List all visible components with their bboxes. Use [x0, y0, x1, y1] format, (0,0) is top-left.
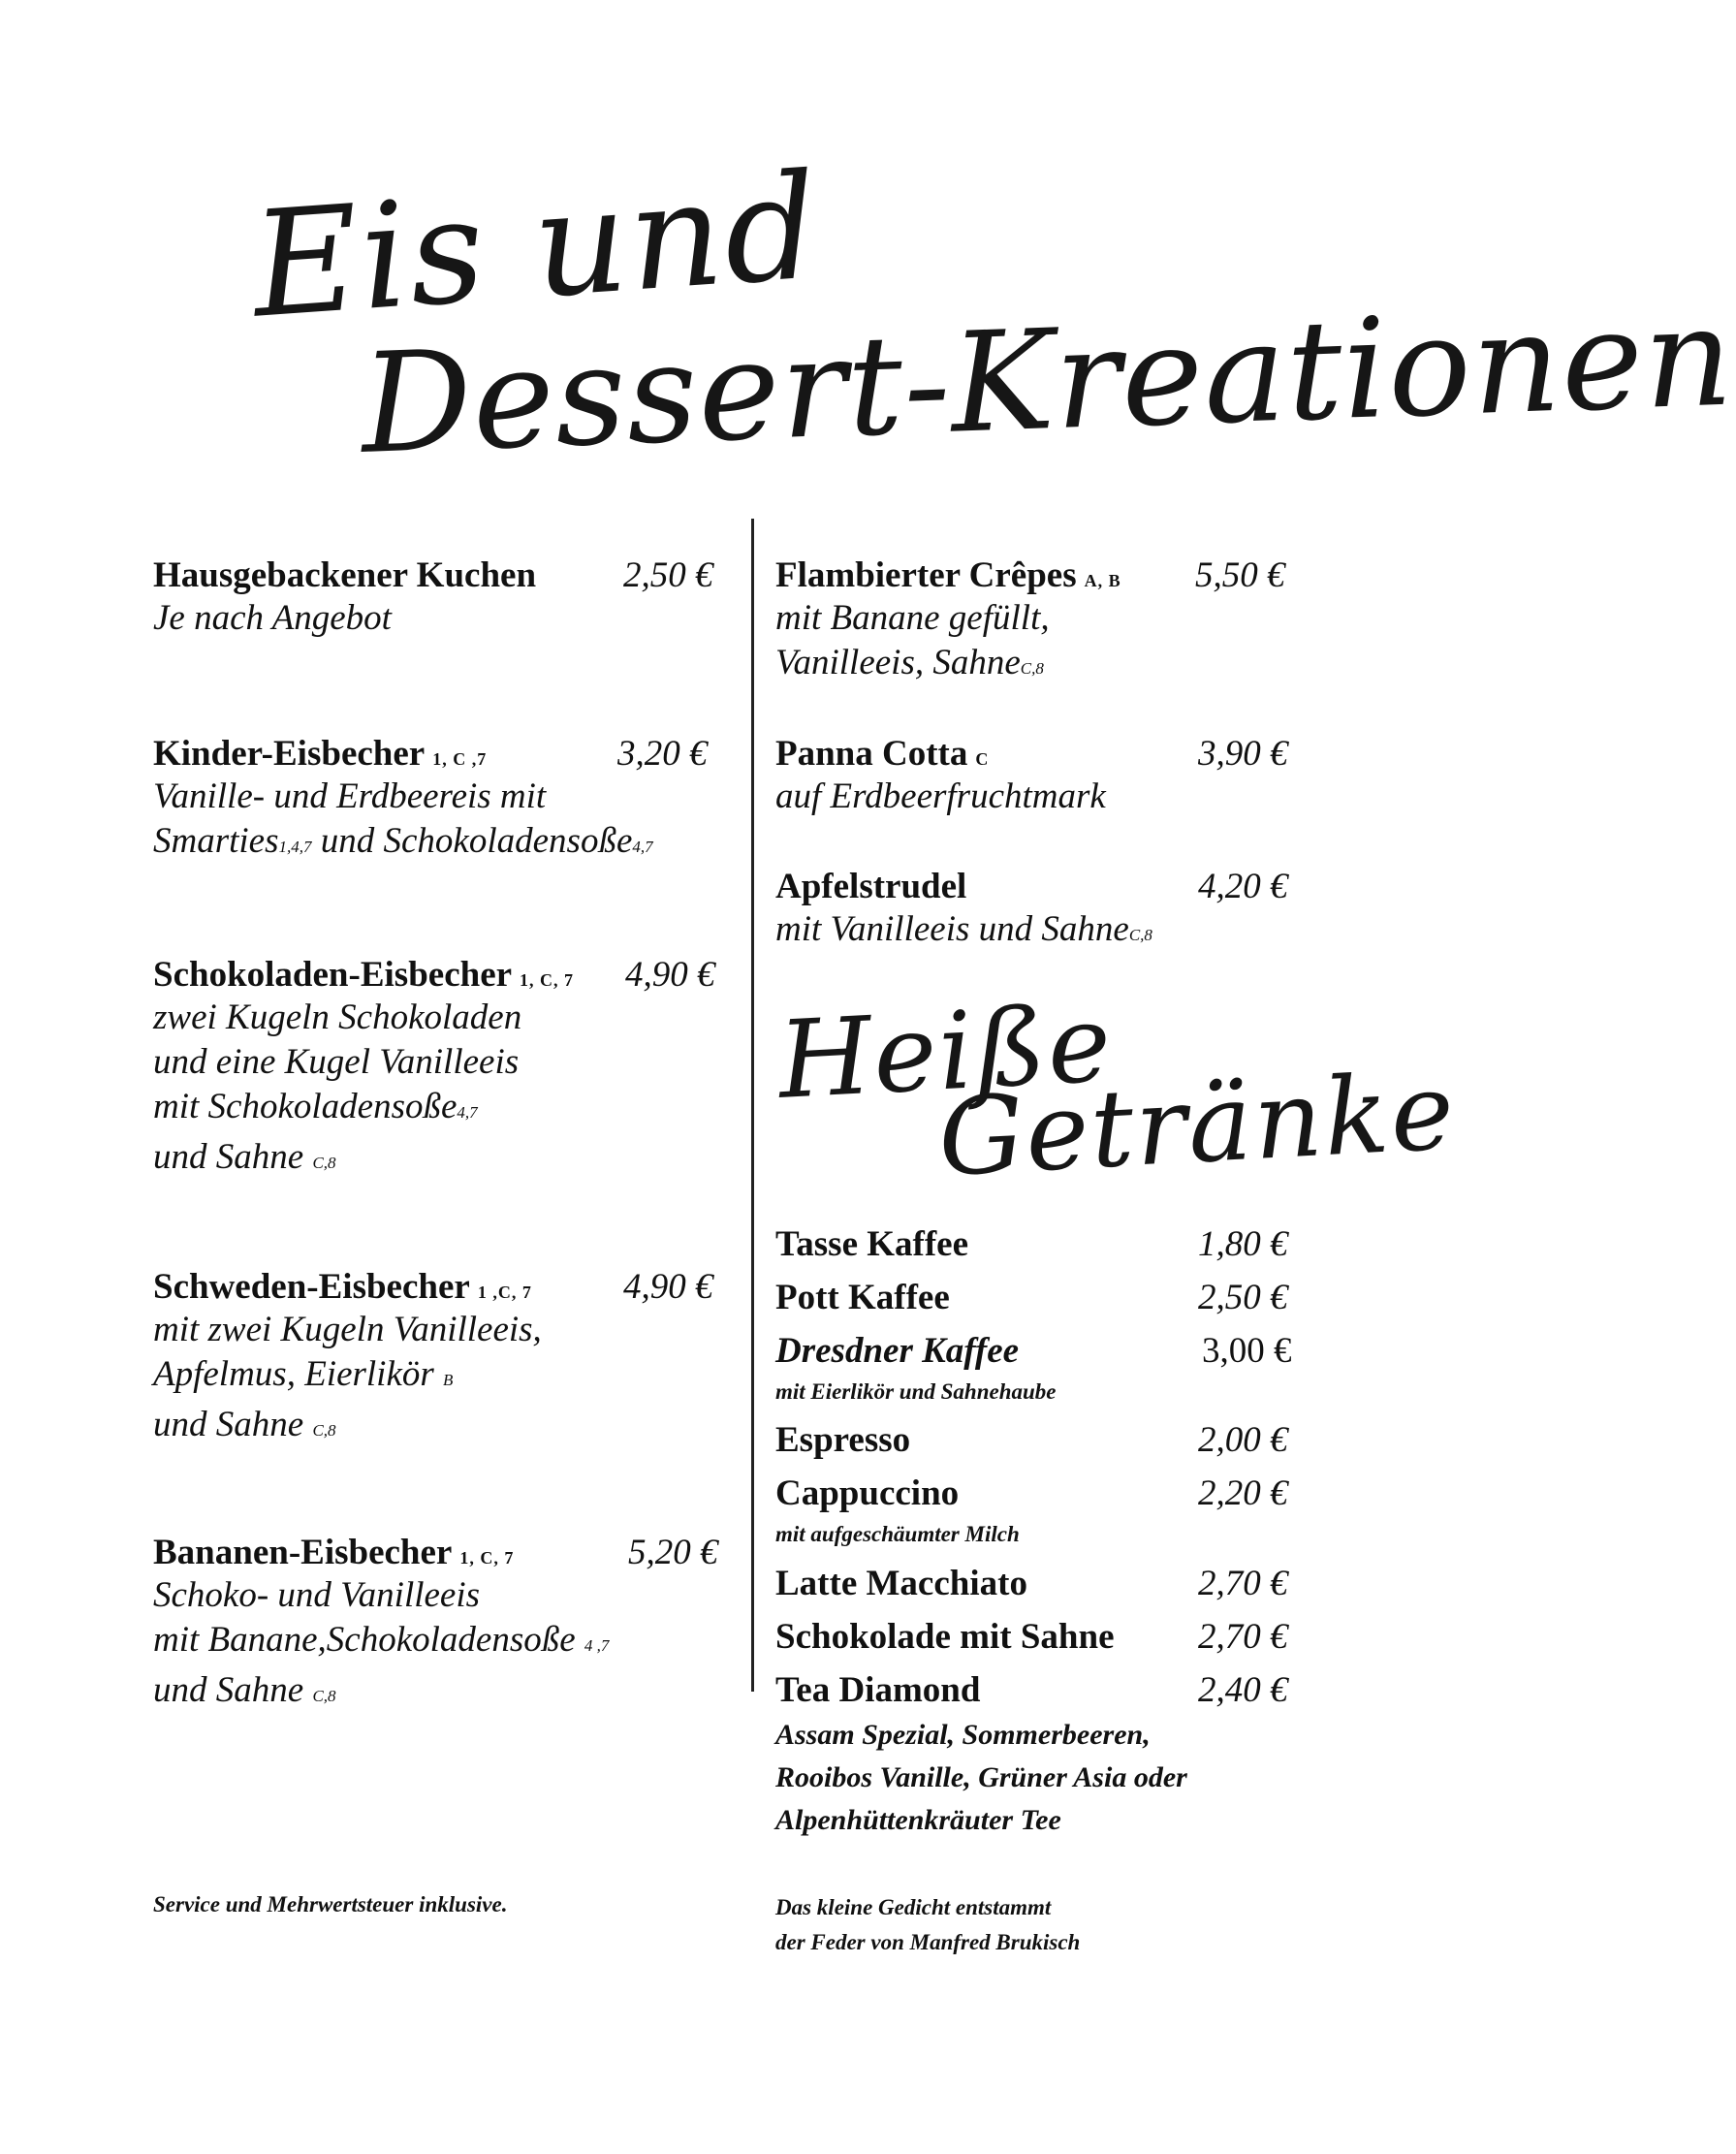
item-heading	[153, 954, 574, 996]
item-allergens: 1, C ,7	[432, 749, 488, 769]
item-description	[153, 1308, 542, 1453]
item-heading	[153, 1532, 514, 1573]
footer-credit-line: der Feder von Manfred Brukisch	[775, 1930, 1081, 1954]
item-heading	[775, 554, 1121, 596]
footer-poem-credit	[775, 1890, 1080, 1960]
description-text: und Sahne	[153, 1670, 313, 1710]
drink-price: 2,50 €	[1198, 1278, 1288, 1317]
description-line	[153, 1618, 609, 1668]
drink-name: Tasse Kaffee	[775, 1224, 969, 1264]
description-line	[153, 1352, 542, 1403]
item-heading	[153, 1266, 532, 1308]
description-line	[153, 1668, 609, 1719]
allergen-note: C,8	[1020, 659, 1044, 678]
description-line	[775, 596, 1050, 641]
allergen-note: 4,7	[632, 838, 653, 856]
item-description	[775, 775, 1106, 819]
drink-price: 2,70 €	[1198, 1617, 1288, 1657]
drink-price: 2,70 €	[1198, 1564, 1288, 1603]
item-allergens: 1, C, 7	[520, 970, 575, 990]
description-text: und Sahne	[153, 1137, 313, 1177]
description-text: Schoko- und Vanilleeis	[153, 1575, 481, 1615]
item-description	[153, 596, 392, 641]
description-line	[153, 1040, 521, 1085]
description-line	[153, 1085, 521, 1135]
description-text: mit Vanilleeis und Sahne	[775, 909, 1129, 949]
drink-name: Cappuccino	[775, 1473, 960, 1513]
description-text: Vanilleeis, Sahne	[775, 643, 1021, 682]
column-divider	[751, 519, 754, 1692]
drink-name: Latte Macchiato	[775, 1564, 1027, 1603]
allergen-note: C,8	[312, 1154, 336, 1172]
description-text: Je nach Angebot	[153, 598, 392, 638]
drink-price: 2,00 €	[1198, 1420, 1288, 1460]
description-text: Vanille- und Erdbeereis mit	[153, 776, 547, 816]
tea-desc-line: Rooibos Vanille, Grüner Asia oder	[775, 1761, 1187, 1793]
description-text: mit zwei Kugeln Vanilleeis,	[153, 1310, 542, 1349]
menu-title-line1: Eis und	[247, 143, 826, 351]
item-price: 5,20 €	[628, 1533, 718, 1572]
description-line	[153, 819, 653, 870]
description-text: auf Erdbeerfruchtmark	[775, 776, 1106, 816]
allergen-note: C,8	[1128, 926, 1152, 944]
description-line	[775, 907, 1152, 958]
tea-description	[775, 1714, 1187, 1842]
footer-credit-line: Das kleine Gedicht entstammt	[775, 1895, 1052, 1919]
item-allergens: 1, C, 7	[459, 1548, 515, 1568]
description-text: mit Schokoladensoße	[153, 1087, 458, 1126]
description-line	[775, 775, 1106, 819]
drink-name: Tea Diamond	[775, 1670, 981, 1710]
allergen-note: B	[443, 1371, 454, 1389]
item-name: Apfelstrudel	[775, 867, 967, 906]
drink-price: 2,20 €	[1198, 1473, 1288, 1513]
hot-drinks-title-line2: Getränke	[935, 1049, 1459, 1200]
footer-service-note: Service und Mehrwertsteuer inklusive.	[153, 1892, 508, 1916]
drink-price: 2,40 €	[1198, 1670, 1288, 1710]
description-text: und Schokoladensoße	[311, 821, 633, 861]
description-text: Smarties	[153, 821, 279, 861]
drink-name: Schokolade mit Sahne	[775, 1617, 1115, 1657]
description-text: mit Banane,Schokoladensoße	[153, 1620, 584, 1660]
drink-name: Pott Kaffee	[775, 1278, 950, 1317]
description-text: zwei Kugeln Schokoladen	[153, 998, 522, 1037]
item-name-text: Bananen-Eisbecher	[153, 1533, 453, 1572]
item-price: 3,90 €	[1198, 734, 1288, 774]
item-allergens: 1 ,C, 7	[477, 1283, 532, 1302]
item-name-text: Panna Cotta	[775, 734, 968, 774]
description-text: mit Banane gefüllt,	[775, 598, 1050, 638]
item-price: 4,90 €	[625, 955, 715, 995]
hot-drinks-title-line1: Heiße	[775, 980, 1117, 1123]
allergen-note: C,8	[312, 1687, 336, 1705]
tea-desc-line: Alpenhüttenkräuter Tee	[775, 1804, 1061, 1836]
description-text: und eine Kugel Vanilleeis	[153, 1042, 520, 1082]
item-name-text: Schokoladen-Eisbecher	[153, 955, 513, 995]
allergen-note: 4 ,7	[584, 1636, 610, 1655]
description-line	[153, 996, 521, 1040]
tea-desc-line: Assam Spezial, Sommerbeeren,	[775, 1719, 1151, 1751]
item-price: 5,50 €	[1195, 555, 1285, 595]
drink-price: 3,00 €	[1202, 1331, 1292, 1371]
item-price: 3,20 €	[617, 734, 708, 774]
item-name-text: Kinder-Eisbecher	[153, 734, 426, 774]
item-name-text: Schweden-Eisbecher	[153, 1267, 470, 1307]
allergen-note: C,8	[312, 1421, 336, 1440]
item-description	[153, 996, 521, 1186]
item-price: 2,50 €	[623, 555, 713, 595]
item-name-text: Flambierter Crêpes	[775, 555, 1077, 595]
drink-note: mit aufgeschäumter Milch	[775, 1522, 1020, 1546]
description-line	[775, 641, 1050, 691]
item-description	[775, 907, 1152, 958]
description-text: und Sahne	[153, 1405, 313, 1444]
item-allergens: A, B	[1084, 571, 1121, 590]
item-allergens: C	[975, 749, 990, 769]
item-description	[153, 1573, 609, 1719]
description-line	[153, 1403, 542, 1453]
drink-note: mit Eierlikör und Sahnehaube	[775, 1379, 1057, 1404]
item-name: Hausgebackener Kuchen	[153, 555, 537, 595]
drink-name: Espresso	[775, 1420, 911, 1460]
item-heading	[775, 733, 989, 775]
description-line	[153, 1308, 542, 1352]
item-price: 4,20 €	[1198, 867, 1288, 906]
description-line	[153, 596, 392, 641]
menu-title-line2: Dessert-Kreationen	[359, 276, 1736, 485]
drink-name: Dresdner Kaffee	[775, 1331, 1020, 1371]
allergen-note: 1,4,7	[278, 838, 312, 856]
allergen-note: 4,7	[457, 1103, 478, 1122]
item-price: 4,90 €	[623, 1267, 713, 1307]
item-heading	[153, 733, 487, 775]
description-text: Apfelmus, Eierlikör	[153, 1354, 444, 1394]
item-description	[775, 596, 1050, 691]
description-line	[153, 775, 653, 819]
description-line	[153, 1573, 609, 1618]
description-line	[153, 1135, 521, 1186]
drink-price: 1,80 €	[1198, 1224, 1288, 1264]
item-description	[153, 775, 653, 870]
